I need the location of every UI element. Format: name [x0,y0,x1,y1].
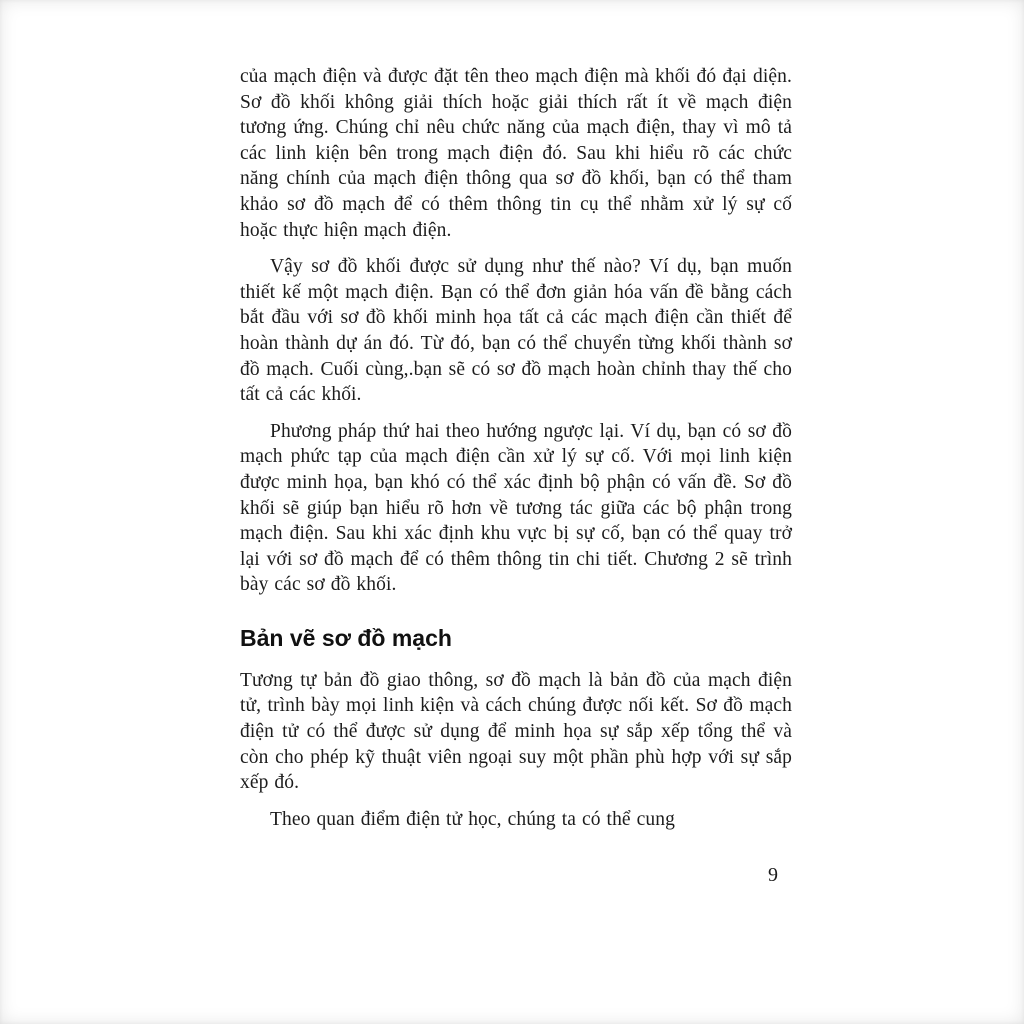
paragraph-schematic-intro: Tương tự bản đồ giao thông, sơ đồ mạch là bản đồ của mạch điện tử, trình bày mọi linh kiện và cách chúng được nối kết. Sơ đồ mạch điện tử có thể được sử dụng để minh họa sự sắp xếp tổng thể và còn cho phép kỹ thuật viên ngoại suy một phần phù hợp với sự sắp xếp đó. [240,669,792,794]
section-heading: Bản vẽ sơ đồ mạch [240,624,452,651]
text-column [240,64,792,887]
paragraph-second-method: Phương pháp thứ hai theo hướng ngược lại. Ví dụ, bạn có sơ đồ mạch phức tạp của mạch điện cần xử lý sự cố. Với mọi linh kiện được minh họa, bạn khó có thể xác định bộ phận có vấn đề. Sơ đồ khối sẽ giúp bạn hiểu rõ hơn về tương tác giữa các bộ phận trong mạch điện. Sau khi xác định khu vực bị sự cố, bạn có thể quay trở lại với sơ đồ mạch để có thêm thông tin chi tiết. Chương 2 sẽ trình bày các sơ đồ khối. [240,420,792,596]
paragraph-continuation: của mạch điện và được đặt tên theo mạch điện mà khối đó đại diện. Sơ đồ khối không giải thích hoặc giải thích rất ít về mạch điện tương ứng. Chúng chỉ nêu chức năng của mạch điện, thay vì mô tả các linh kiện bên trong mạch điện đó. Sau khi hiểu rõ các chức năng chính của mạch điện thông qua sơ đồ khối, bạn có thể tham khảo sơ đồ mạch để có thêm thông tin cụ thể nhằm xử lý sự cố hoặc thực hiện mạch điện. [240,66,792,241]
page-number: 9 [768,864,778,887]
paragraph-electronics-view: Theo quan điểm điện tử học, chúng ta có thể cung [270,808,675,830]
paragraph-block-diagram-usage: Vậy sơ đồ khối được sử dụng như thế nào? Ví dụ, bạn muốn thiết kế một mạch điện. Bạn có thể đơn giản hóa vấn đề bằng cách bắt đầu với sơ đồ khối minh họa tất cả các mạch điện cần thiết để hoàn thành dự án đó. Từ đó, bạn có thể chuyển từng khối thành sơ đồ mạch. Cuối cùng,.bạn sẽ có sơ đồ mạch hoàn chỉnh thay thế cho tất cả các khối. [240,256,792,406]
